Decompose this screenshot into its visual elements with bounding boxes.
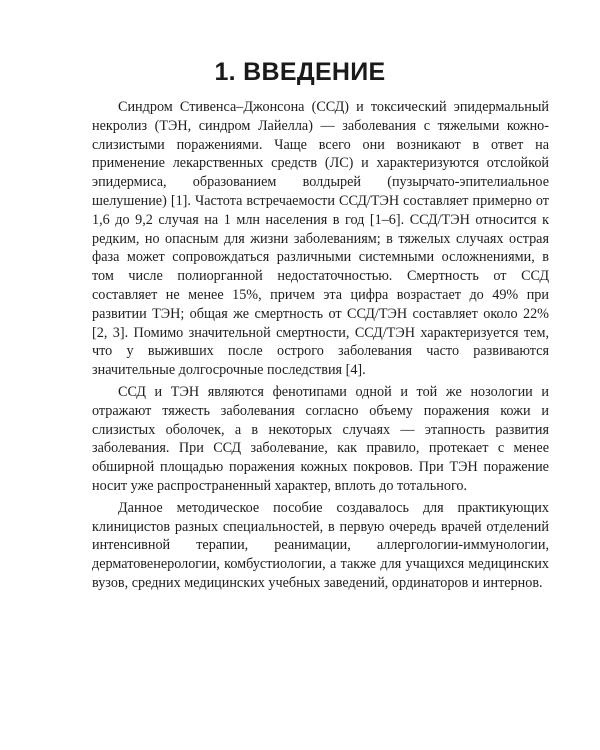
- section-heading: 1. ВВЕДЕНИЕ: [214, 58, 386, 86]
- paragraph-audience: Данное методическое пособие создавалось для практикующих клиницистов разных специальностей, в первую очередь врачей отделений интенсивной терапии, реанимации, аллергологии-иммунологии, дерматовенерологии, комбустиологии, а также для учащихся медицинских вузов, средних медицинских учебных заведений, ординаторов и интернов.: [92, 499, 549, 591]
- section-body: [92, 98, 549, 596]
- paragraph-intro: Синдром Стивенса–Джонсона (ССД) и токсический эпидермальный некролиз (ТЭН, синдром Лайелла) — заболевания с тяжелыми кожно-слизистыми поражениями. Чаще всего они возникают в ответ на применение лекарственных средств (ЛС) и характеризуются отслойкой эпидермиса, образованием волдырей (пузырчато-эпителиальное шелушение) [1]. Частота встречаемости ССД/ТЭН составляет примерно от 1,6 до 9,2 случая на 1 млн населения в год [1–6]. ССД/ТЭН относится к редким, но опасным для жизни заболеваниям; в тяжелых случаях острая фаза может сопровождаться различными системными осложнениями, в том числе полиорганной недостаточностью. Смертность от ССД составляет не менее 15%, причем эта цифра возрастает до 49% при развитии ТЭН; общая же смертность от ССД/ТЭН составляет около 22% [2, 3]. Помимо значительной смертности, ССД/ТЭН характеризуется тем, что у выживших после острого заболевания часто развиваются значительные долгосрочные последствия [4].: [92, 99, 549, 379]
- paragraph-phenotypes: ССД и ТЭН являются фенотипами одной и той же нозологии и отражают тяжесть заболевания согласно объему поражения кожи и слизистых оболочек, а в некоторых случаях — этапность развития заболевания. При ССД заболевание, как правило, протекает с менее обширной площадью поражения кожных покровов. При ТЭН поражение носит уже распространенный характер, вплоть до тотального.: [92, 383, 549, 494]
